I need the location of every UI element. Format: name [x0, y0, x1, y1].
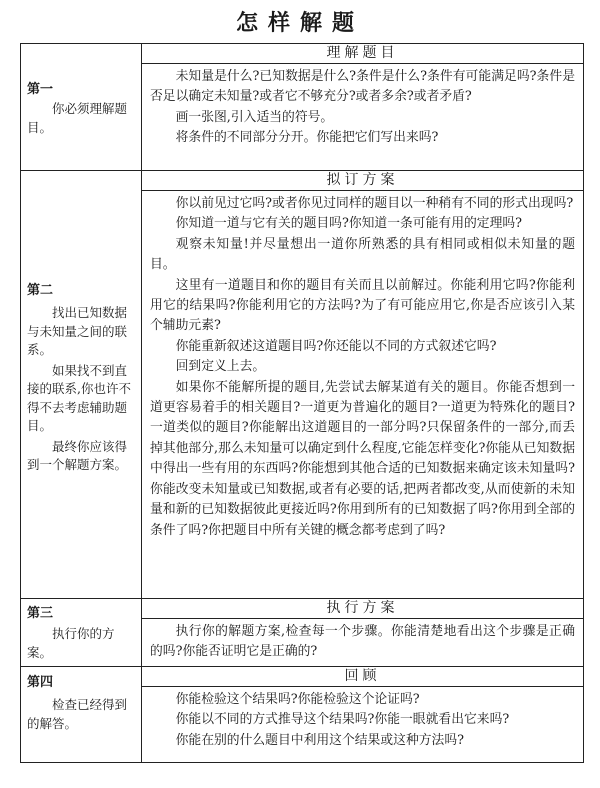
step-3-left-cell — [21, 599, 142, 667]
step-3-heading: 执行方案 — [142, 599, 583, 619]
step-1-label: 第一 — [27, 82, 54, 97]
step-4-left-cell — [21, 667, 142, 763]
step-2-paragraph: 你知道一道与它有关的题目吗?你知道一条可能有用的定理吗? — [175, 216, 523, 232]
step-2-summary: 最终你应该得到一个解题方案。 — [27, 438, 128, 472]
step-4-paragraph: 你能以不同的方式推导这个结果吗?你能一眼就看出它来吗? — [175, 712, 510, 728]
step-1-paragraph: 未知量是什么?已知数据是什么?条件是什么?条件有可能满足吗?条件是否足以确定未知量?或者它不够充分?或者多余?或者矛盾? — [150, 69, 575, 105]
step-2-paragraph: 这里有一道题目和你的题目有关而且以前解过。你能利用它吗?你能利用它的结果吗?你能利用它的方法吗?为了有可能应用它,你是否应该引入某个辅助元素? — [150, 277, 575, 334]
step-2-paragraph: 你以前见过它吗?或者你见过同样的题目以一种稍有不同的形式出现吗? — [175, 196, 574, 211]
step-4-paragraph: 你能在别的什么题目中利用这个结果或这种方法吗? — [175, 732, 464, 748]
step-2-label: 第二 — [27, 283, 54, 298]
step-2-paragraph: 回到定义上去。 — [175, 359, 266, 375]
step-2-left-cell — [21, 171, 142, 599]
step-row-2 — [21, 171, 584, 599]
step-1-heading: 理解题目 — [142, 44, 583, 64]
step-3-right-cell — [142, 599, 584, 667]
step-1-left-cell — [21, 44, 142, 171]
step-row-3 — [21, 599, 584, 667]
step-4-summary: 检查已经得到的解答。 — [27, 697, 128, 731]
step-3-summary: 执行你的方案。 — [27, 626, 115, 660]
step-3-label: 第三 — [27, 606, 54, 621]
step-4-heading: 回顾 — [142, 667, 583, 687]
step-2-right-cell — [142, 171, 584, 599]
page-title: 怎样解题 — [235, 11, 364, 36]
step-1-summary: 你必须理解题目。 — [27, 101, 128, 135]
step-2-paragraph: 你能重新叙述这道题目吗?你还能以不同的方式叙述它吗? — [175, 338, 497, 354]
step-row-1 — [21, 44, 584, 171]
step-1-right-cell — [142, 44, 584, 171]
step-2-paragraph: 如果你不能解所提的题目,先尝试去解某道有关的题目。你能否想到一道更容易着手的相关题目?一道更为普遍化的题目?一道更为特殊化的题目?一道类似的题目?你能解出这道题目的一部分吗?只保留条件的一部分,而丢掉其他部分,那么未知量可以确定到什么程度,它能怎样变化?你能从已知数据中得出一些有用的东西吗?你能想到其他合适的已知数据来确定该未知量吗?你能改变未知量或已知数据,或者有必要的话,把两者都改变,从而使新的未知量和新的已知数据彼此更接近吗?你用到所有的已知数据了吗?你用到全部的条件了吗?你把题目中所有关键的概念都考虑到了吗? — [150, 379, 575, 538]
step-1-paragraph: 画一张图,引入适当的符号。 — [175, 109, 334, 125]
step-4-paragraph: 你能检验这个结果吗?你能检验这个论证吗? — [175, 692, 420, 707]
step-row-4 — [21, 667, 584, 763]
step-2-paragraph: 观察未知量!并尽量想出一道你所熟悉的具有相同或相似未知量的题目。 — [150, 236, 575, 273]
step-2-heading: 拟订方案 — [142, 171, 583, 191]
step-4-label: 第四 — [27, 675, 54, 690]
step-3-paragraph: 执行你的解题方案,检查每一个步骤。你能清楚地看出这个步骤是正确的吗?你能否证明它是正确的? — [150, 624, 575, 660]
steps-table — [20, 43, 584, 763]
step-4-right-cell — [142, 667, 584, 763]
step-2-summary: 找出已知数据与未知量之间的联系。 — [27, 305, 128, 357]
step-2-summary: 如果找不到直接的联系,你也许不得不去考虑辅助题目。 — [27, 362, 131, 433]
step-1-paragraph: 将条件的不同部分分开。你能把它们写出来吗? — [175, 130, 439, 146]
